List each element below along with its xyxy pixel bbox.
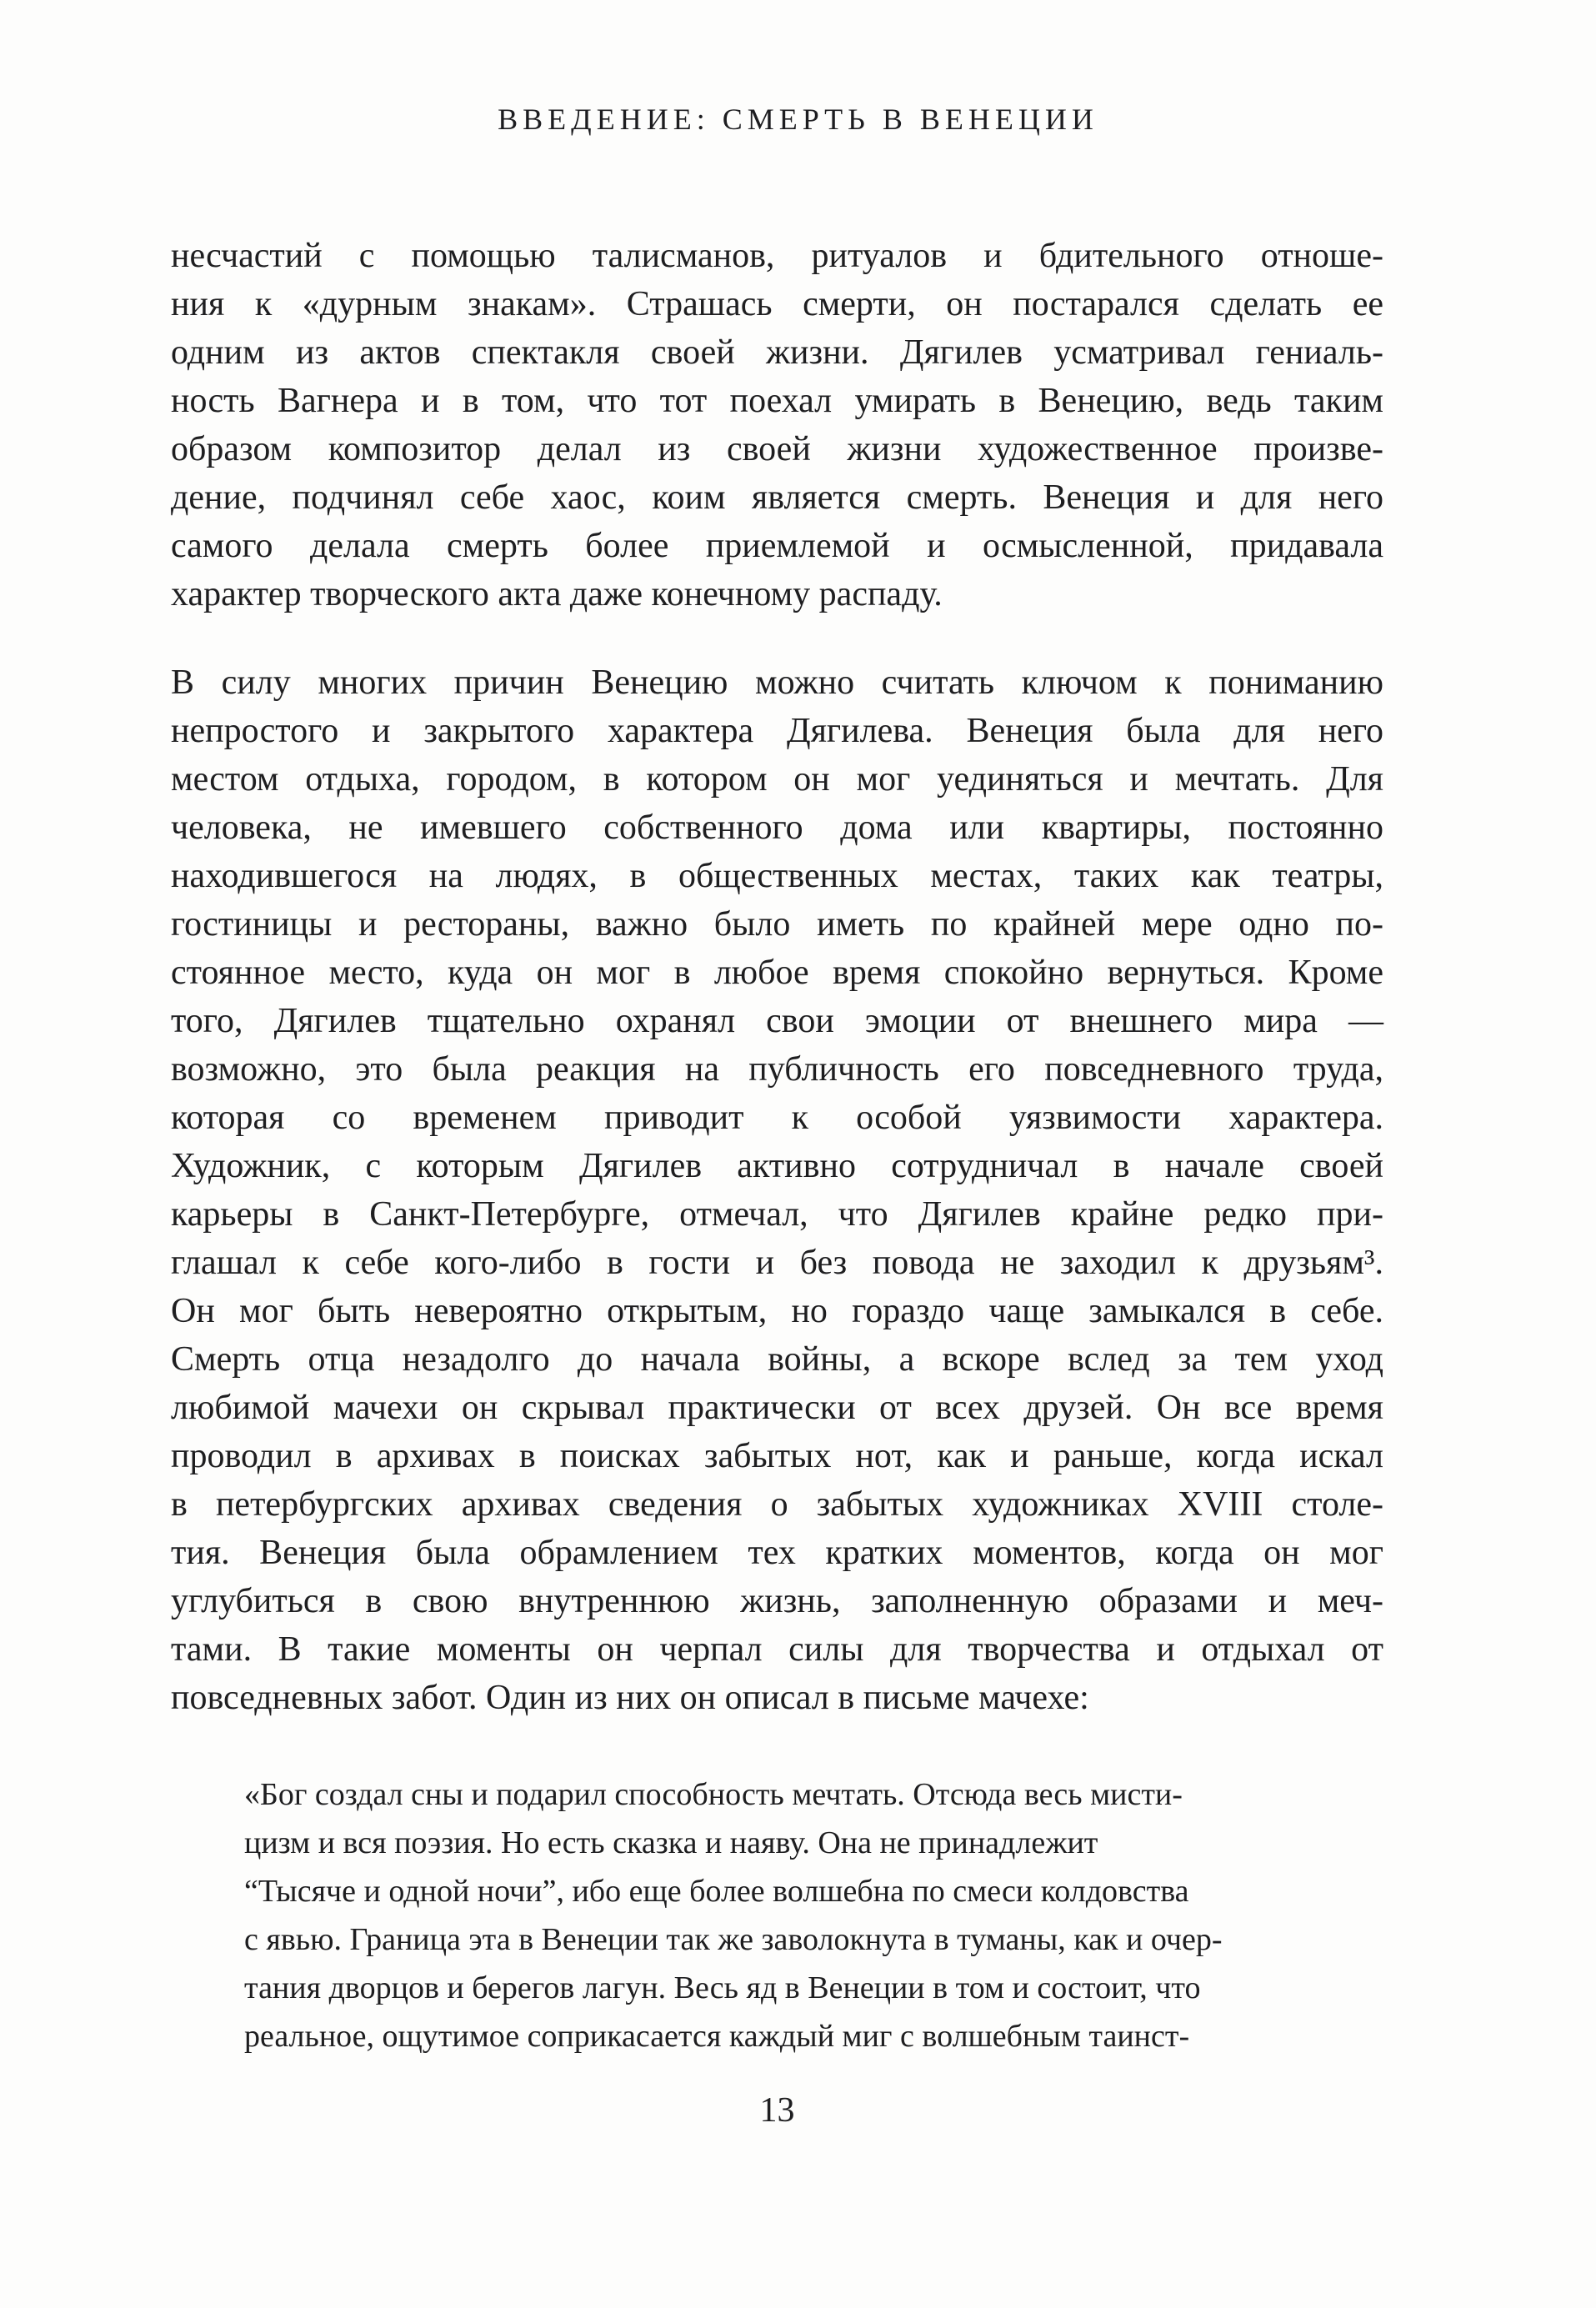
text-line: ния к «дурным знакам». Страшась смерти, он постарался сделать ее [171,285,1383,323]
text-line: “Тысяче и одной ночи”, ибо еще более волшебна по смеси колдовства [244,1874,1189,1909]
text-line: «Бог создал сны и подарил способность мечтать. Отсюда весь мисти- [244,1777,1183,1812]
text-line: глашал к себе кого-либо в гости и без повода не заходил к друзьям³. [171,1244,1383,1282]
text-line: цизм и вся поэзия. Но есть сказка и наяву. Она не принадлежит [244,1825,1098,1860]
text-line: образом композитор делал из своей жизни художественное произве- [171,430,1383,468]
text-line: непростого и закрытого характера Дягилева. Венеция была для него [171,712,1383,750]
text-line: повседневных забот. Один из них он описал в письме мачехе: [171,1679,1089,1717]
text-line: тания дворцов и берегов лагун. Весь яд в Венеции в том и состоит, что [244,1970,1201,2005]
paragraph [171,232,1383,618]
text-line: Смерть отца незадолго до начала войны, а вскоре вслед за тем уход [171,1340,1383,1379]
text-line: карьеры в Санкт-Петербурге, отмечал, что Дягилев крайне редко при- [171,1195,1383,1234]
text-line: находившегося на людях, в общественных местах, таких как театры, [171,857,1383,895]
text-line: человека, не имевшего собственного дома или квартиры, постоянно [171,809,1383,847]
text-line: любимой мачехи он скрывал практически от всех друзей. Он все время [171,1389,1383,1427]
text-line: которая со временем приводит к особой уязвимости характера. [171,1099,1383,1137]
text-line: возможно, это была реакция на публичность его повседневного труда, [171,1050,1383,1089]
text-line: дение, подчинял себе хаос, коим является смерть. Венеция и для него [171,478,1383,517]
text-line: В силу многих причин Венецию можно считать ключом к пониманию [171,663,1383,702]
text-line: тами. В такие моменты он черпал силы для творчества и отдыхал от [171,1630,1383,1669]
text-line: одним из актов спектакля своей жизни. Дягилев усматривал гениаль- [171,333,1383,372]
text-line: характер творческого акта даже конечному распаду. [171,575,943,613]
text-line: с явью. Граница эта в Венеции так же заволокнута в туманы, как и очер- [244,1922,1223,1957]
page-number: 13 [759,2091,795,2130]
text-line: реальное, ощутимое соприкасается каждый миг с волшебным таинст- [244,2019,1190,2054]
text-line: местом отдыха, городом, в котором он мог уединяться и мечтать. Для [171,760,1383,799]
text-line: несчастий с помощью талисманов, ритуалов и бдительного отноше- [171,237,1383,275]
letter-quote [244,1770,1383,2060]
text-line: гостиницы и рестораны, важно было иметь по крайней мере одно по- [171,905,1383,944]
text-block [171,232,1383,2060]
text-line: того, Дягилев тщательно охранял свои эмоции от внешнего мира — [171,1002,1383,1040]
text-line: ность Вагнера и в том, что тот поехал умирать в Венецию, ведь таким [171,382,1383,420]
text-line: проводил в архивах в поисках забытых нот, как и раньше, когда искал [171,1437,1383,1475]
text-line: углубиться в свою внутреннюю жизнь, заполненную образами и меч- [171,1582,1383,1620]
text-line: стоянное место, куда он мог в любое время спокойно вернуться. Кроме [171,954,1383,992]
paragraph [171,658,1383,1722]
text-line: Художник, с которым Дягилев активно сотрудничал в начале своей [171,1147,1383,1185]
text-line: в петербургских архивах сведения о забытых художниках XVIII столе- [171,1485,1383,1524]
text-line: самого делала смерть более приемлемой и осмысленной, придавала [171,527,1383,565]
text-line: Он мог быть невероятно открытым, но гораздо чаще замыкался в себе. [171,1292,1383,1330]
chapter-running-head: ВВЕДЕНИЕ: СМЕРТЬ В ВЕНЕЦИИ [498,103,1098,136]
text-line: тия. Венеция была обрамлением тех кратких моментов, когда он мог [171,1534,1383,1572]
